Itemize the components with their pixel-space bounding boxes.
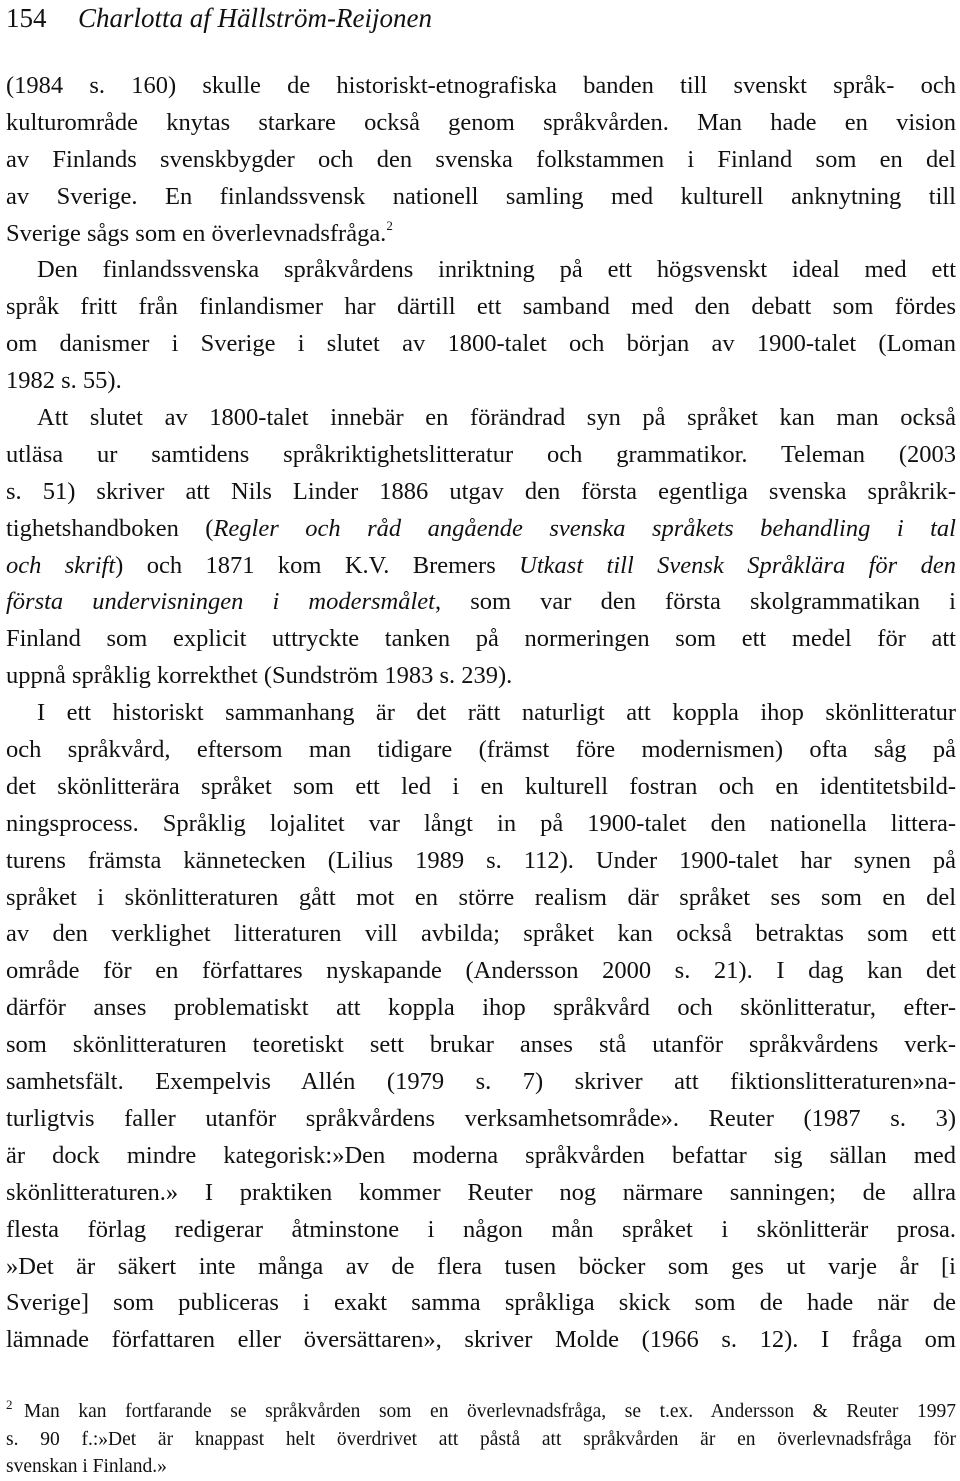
text-line: samhetsfält. Exempelvis Allén (1979 s. 7) skriver att fiktionslitteraturen»na-	[6, 1068, 956, 1096]
running-header	[6, 2, 432, 34]
text-line	[6, 400, 956, 437]
text-span: ) och 1871 kom K.V. Bremers	[115, 551, 520, 579]
book-title: första undervisningen i modersmålet	[6, 588, 435, 616]
footnote	[6, 1398, 956, 1481]
text-line: språket i skönlitteraturen gått mot en större realism där språket ses som en del	[6, 883, 956, 911]
text-span: I ett historiskt sammanhang är det rätt naturligt att koppla ihop skönlitteratur	[37, 699, 956, 727]
text-line: uppnå språklig korrekthet (Sundström 1983 s. 239).	[6, 662, 513, 690]
text-line: lämnade författaren eller översättaren», skriver Molde (1966 s. 12). I fråga om	[6, 1326, 956, 1354]
text-line	[6, 252, 956, 289]
text-line: skönlitteraturen.» I praktiken kommer Reuter nog närmare sanningen; de allra	[6, 1178, 956, 1206]
page-number: 154	[6, 3, 47, 33]
text-line: är dock mindre kategorisk:»Den moderna språkvården befattar sig sällan med	[6, 1141, 956, 1169]
text-line: Finland som explicit uttryckte tanken på normeringen som ett medel för att	[6, 625, 956, 653]
text-line: »Det är säkert inte många av de flera tusen böcker som ges ut varje år [i	[6, 1252, 956, 1280]
text-line: Sverige] som publiceras i exakt samma språkliga skick som de hade när de	[6, 1289, 956, 1317]
text-line: av Sverige. En finlandssvensk nationell samling med kulturell anknytning till	[6, 182, 956, 210]
text-span: Den finlandssvenska språkvårdens inriktning på ett högsvenskt ideal med ett	[37, 256, 956, 284]
text-line: 1982 s. 55).	[6, 367, 122, 395]
text-line	[6, 548, 956, 585]
text-line: språk fritt från finlandismer har därtill ett samband med den debatt som fördes	[6, 293, 956, 321]
text-line	[6, 695, 956, 732]
footnote-line: svenskan i Finland.»	[6, 1456, 167, 1477]
text-line: om danismer i Sverige i slutet av 1800-talet och början av 1900-talet (Loman	[6, 330, 956, 358]
footnote-text: Man kan fortfarande se språkvården som en överlevnadsfråga, se t.ex. Andersson & Reuter 1997	[24, 1401, 956, 1422]
text-line: av den verklighet litteraturen vill avbilda; språket kan också betraktas som ett	[6, 920, 956, 948]
text-line: (1984 s. 160) skulle de historiskt-etnografiska banden till svenskt språk- och	[6, 72, 956, 99]
text-line	[6, 511, 956, 548]
text-line: flesta förlag redigerar åtminstone i någon mån språket i skönlitterär prosa.	[6, 1215, 956, 1243]
text-line	[6, 216, 956, 253]
book-title: och skrift	[6, 551, 116, 579]
text-line: och språkvård, eftersom man tidigare (främst före modernismen) ofta såg på	[6, 736, 956, 764]
text-line: s. 51) skriver att Nils Linder 1886 utgav den första egentliga svenska språkrik-	[6, 477, 956, 505]
text-line: turligtvis faller utanför språkvårdens verksamhetsområde». Reuter (1987 s. 3)	[6, 1104, 956, 1132]
running-head-author: Charlotta af Hällström-Reijonen	[78, 3, 432, 33]
book-title: Utkast till Svensk Språklära för den	[519, 551, 956, 579]
text-span: tighetshandboken (	[6, 514, 214, 542]
text-line: ningsprocess. Språklig lojalitet var långt in på 1900-talet den nationella littera-	[6, 809, 956, 837]
text-line: det skönlitterära språket som ett led i en kulturell fostran och en identitetsbild-	[6, 772, 956, 800]
text-line: som skönlitteraturen teoretiskt sett brukar anses stå utanför språkvårdens verk-	[6, 1031, 956, 1059]
footnote-reference: 2	[386, 217, 393, 233]
text-span: Att slutet av 1800-talet innebär en förändrad syn på språket kan man också	[37, 404, 956, 432]
text-line	[6, 584, 956, 621]
text-line: kulturområde knytas starkare också genom språkvården. Man hade en vision	[6, 108, 956, 136]
footnote-line: s. 90 f.:»Det är knappast helt överdrivet att påstå att språkvården är en överlevnadsfråga för	[6, 1428, 956, 1450]
book-title: Regler och råd angående svenska språkets behandling i tal	[213, 514, 956, 542]
text-span: , som var den första skolgrammatikan i	[434, 588, 956, 616]
text-span: Sverige sågs som en överlevnadsfråga.	[6, 219, 387, 247]
text-line: utläsa ur samtidens språkriktighetslitteratur och grammatikor. Teleman (2003	[6, 440, 956, 468]
footnote-line: 2 Man kan fortfarande se språkvården som en överlevnadsfråga, se t.ex. Andersson & Reuter 1997	[6, 1397, 956, 1422]
body-text	[6, 68, 956, 1359]
text-line: av Finlands svenskbygder och den svenska folkstammen i Finland som en del	[6, 145, 956, 173]
text-line: turens främsta kännetecken (Lilius 1989 s. 112). Under 1900-talet har synen på	[6, 846, 956, 874]
text-line: därför anses problematiskt att koppla ihop språkvård och skönlitteratur, efter-	[6, 994, 956, 1022]
text-line: område för en författares nyskapande (Andersson 2000 s. 21). I dag kan det	[6, 957, 956, 985]
